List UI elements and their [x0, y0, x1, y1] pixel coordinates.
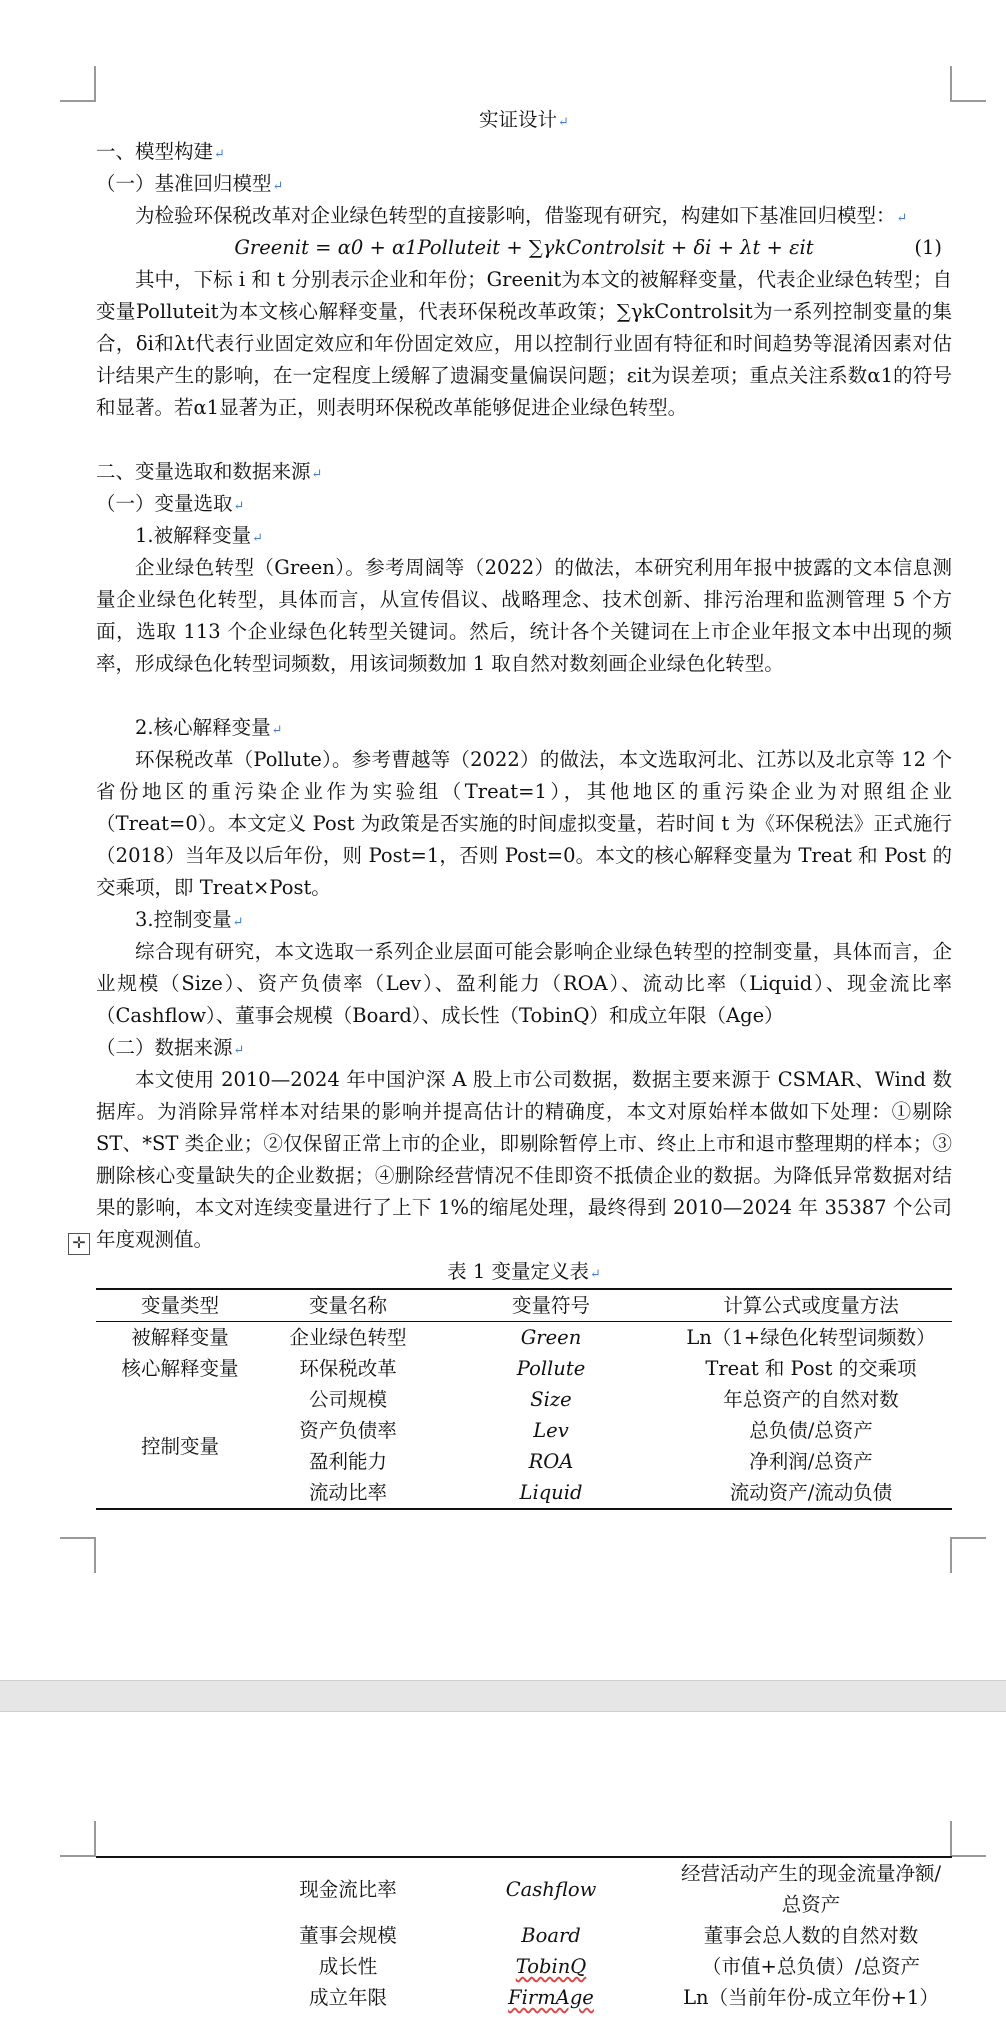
table-cell: 成立年限	[308, 1986, 387, 2009]
table-cell: 经营活动产生的现金流量净额/总资产	[680, 1862, 942, 1916]
table-cell: Treat 和 Post 的交乘项	[705, 1357, 917, 1380]
table-header-cell: 变量符号	[511, 1294, 590, 1317]
table-cell: Green	[520, 1326, 582, 1349]
table-cell: 流动比率	[308, 1481, 387, 1504]
sub-subsection-heading: 1.被解释变量↵	[135, 524, 264, 547]
table-cell: 成长性	[318, 1955, 378, 1978]
margin-corner-mark	[60, 1821, 96, 1857]
paragraph: 为检验环保税改革对企业绿色转型的直接影响，借鉴现有研究，构建如下基准回归模型：↵	[135, 204, 908, 227]
table-cell: Ln（1+绿色化转型词频数）	[686, 1326, 936, 1349]
table-cell: 董事会总人数的自然对数	[703, 1924, 919, 1947]
table-cell: 净利润/总资产	[749, 1450, 873, 1473]
paragraph: 企业绿色转型（Green）。参考周阔等（2022）的做法，本研究利用年报中披露的文本信息测量企业绿色化转型，具体而言，从宣传倡议、战略理念、技术创新、排污治理和监测管理 5 个方面，选取 113 个企业绿色化转型关键词。然后，统计各个关键词在上市企业年报文本中出现的频率，形成绿色化转型词频数，用该词频数加 1 取自然对数刻画企业绿色化转型。	[96, 556, 952, 675]
table-row	[96, 1353, 952, 1384]
table-cell: Board	[521, 1924, 581, 1947]
table-cell: 盈利能力	[308, 1450, 387, 1473]
table-cell	[96, 1951, 264, 1982]
table-cell: （市值+总负债）/总资产	[702, 1955, 920, 1978]
table-cell: TobinQ	[515, 1955, 587, 1978]
sub-subsection-heading: 2.核心解释变量↵	[135, 716, 283, 739]
table-caption: 表 1 变量定义表↵	[447, 1260, 601, 1283]
table-cell	[96, 1982, 264, 2013]
table-cell: 公司规模	[308, 1388, 387, 1411]
margin-corner-mark	[950, 1821, 986, 1857]
table-cell	[96, 1857, 264, 1920]
table-move-handle-icon[interactable]: ✛	[68, 1233, 90, 1255]
document-page-2	[0, 1712, 1006, 2036]
margin-corner-mark	[950, 66, 986, 102]
table-cell: Size	[530, 1388, 572, 1411]
table-row	[96, 1920, 952, 1951]
subsection-heading: （一）变量选取↵	[96, 492, 245, 515]
section-heading: 一、模型构建↵	[96, 140, 225, 163]
table-cell: 总负债/总资产	[749, 1419, 873, 1442]
paragraph: 综合现有研究，本文选取一系列企业层面可能会影响企业绿色转型的控制变量，具体而言，企业规模（Size）、资产负债率（Lev）、盈利能力（ROA）、流动比率（Liquid）、现金流比率（Cashflow）、董事会规模（Board）、成长性（TobinQ）和成立年限（Age）	[96, 940, 952, 1027]
variable-definition-table-continued	[96, 1856, 952, 2013]
page-title: 实证设计↵	[479, 108, 569, 131]
table-cell: 被解释变量	[131, 1326, 229, 1349]
table-cell: 流动资产/流动负债	[729, 1481, 893, 1504]
margin-corner-mark	[60, 1537, 96, 1573]
paragraph: 本文使用 2010—2024 年中国沪深 A 股上市公司数据，数据主要来源于 CSMAR、Wind 数据库。为消除异常样本对结果的影响并提高估计的精确度，本文对原始样本做如下处理：①剔除 ST、*ST 类企业；②仅保留正常上市的企业，即剔除暂停上市、终止上市和退市整理期的样本；③删除核心变量缺失的企业数据；④删除经营情况不佳即资不抵债企业的数据。为降低异常数据对结果的影响，本文对连续变量进行了上下 1%的缩尾处理，最终得到 2010—2024 年 35387 个公司年度观测值。	[96, 1068, 952, 1251]
table-cell: 董事会规模	[299, 1924, 397, 1947]
table-header-row	[96, 1289, 952, 1322]
table-cell: Pollute	[516, 1357, 586, 1380]
table-row	[96, 1322, 952, 1354]
table-cell: Lev	[533, 1419, 569, 1442]
paragraph: 其中，下标 i 和 t 分别表示企业和年份；Greenit为本文的被解释变量，代表企业绿色转型；自变量Polluteit为本文核心解释变量，代表环保税改革政策；∑γkControlsit为一系列控制变量的集合，δi和λt代表行业固定效应和年份固定效应，用以控制行业固有特征和时间趋势等混淆因素对估计结果产生的影响，在一定程度上缓解了遗漏变量偏误问题；εit为误差项；重点关注系数α1的符号和显著。若α1显著为正，则表明环保税改革能够促进企业绿色转型。	[96, 268, 952, 419]
section-heading: 二、变量选取和数据来源↵	[96, 460, 323, 483]
paragraph: 环保税改革（Pollute）。参考曹越等（2022）的做法，本文选取河北、江苏以及北京等 12 个省份地区的重污染企业作为实验组（Treat=1），其他地区的重污染企业为对照组企业（Treat=0）。本文定义 Post 为政策是否实施的时间虚拟变量，若时间 t 为《环保税法》正式施行（2018）当年及以后年份，则 Post=1，否则 Post=0。本文的核心解释变量为 Treat 和 Post 的交乘项，即 Treat×Post。	[96, 748, 952, 899]
table-cell: 现金流比率	[299, 1877, 397, 1901]
table-cell: 年总资产的自然对数	[723, 1388, 899, 1411]
table-cell: Cashflow	[505, 1877, 597, 1901]
table-cell: Liquid	[519, 1481, 583, 1504]
table-row	[96, 1384, 952, 1415]
sub-subsection-heading: 3.控制变量↵	[135, 908, 244, 931]
table-cell: Ln（当前年份-成立年份+1）	[683, 1986, 939, 2009]
table-header-cell: 变量名称	[308, 1294, 387, 1317]
table-header-cell: 变量类型	[140, 1294, 219, 1317]
table-cell: 企业绿色转型	[289, 1326, 407, 1349]
table-cell: 资产负债率	[299, 1419, 397, 1442]
table-row	[96, 1951, 952, 1982]
table-header-cell: 计算公式或度量方法	[723, 1294, 899, 1317]
variable-definition-table	[96, 1288, 952, 1510]
table-row	[96, 1982, 952, 2013]
table-cell: 控制变量	[140, 1434, 219, 1458]
table-cell	[96, 1920, 264, 1951]
subsection-heading: （二）数据来源↵	[96, 1036, 245, 1059]
table-cell: FirmAge	[508, 1986, 594, 2009]
table-row	[96, 1857, 952, 1920]
margin-corner-mark	[950, 1537, 986, 1573]
table-cell: ROA	[528, 1450, 574, 1473]
table-cell: 核心解释变量	[121, 1357, 239, 1380]
subsection-heading: （一）基准回归模型↵	[96, 172, 284, 195]
table-cell: 环保税改革	[299, 1357, 397, 1380]
margin-corner-mark	[60, 66, 96, 102]
equation: Greenit = α0 + α1Polluteit + ∑γkControlsit + δi + λt + εit (1)	[234, 236, 942, 259]
page-break-gap	[0, 1680, 1006, 1712]
